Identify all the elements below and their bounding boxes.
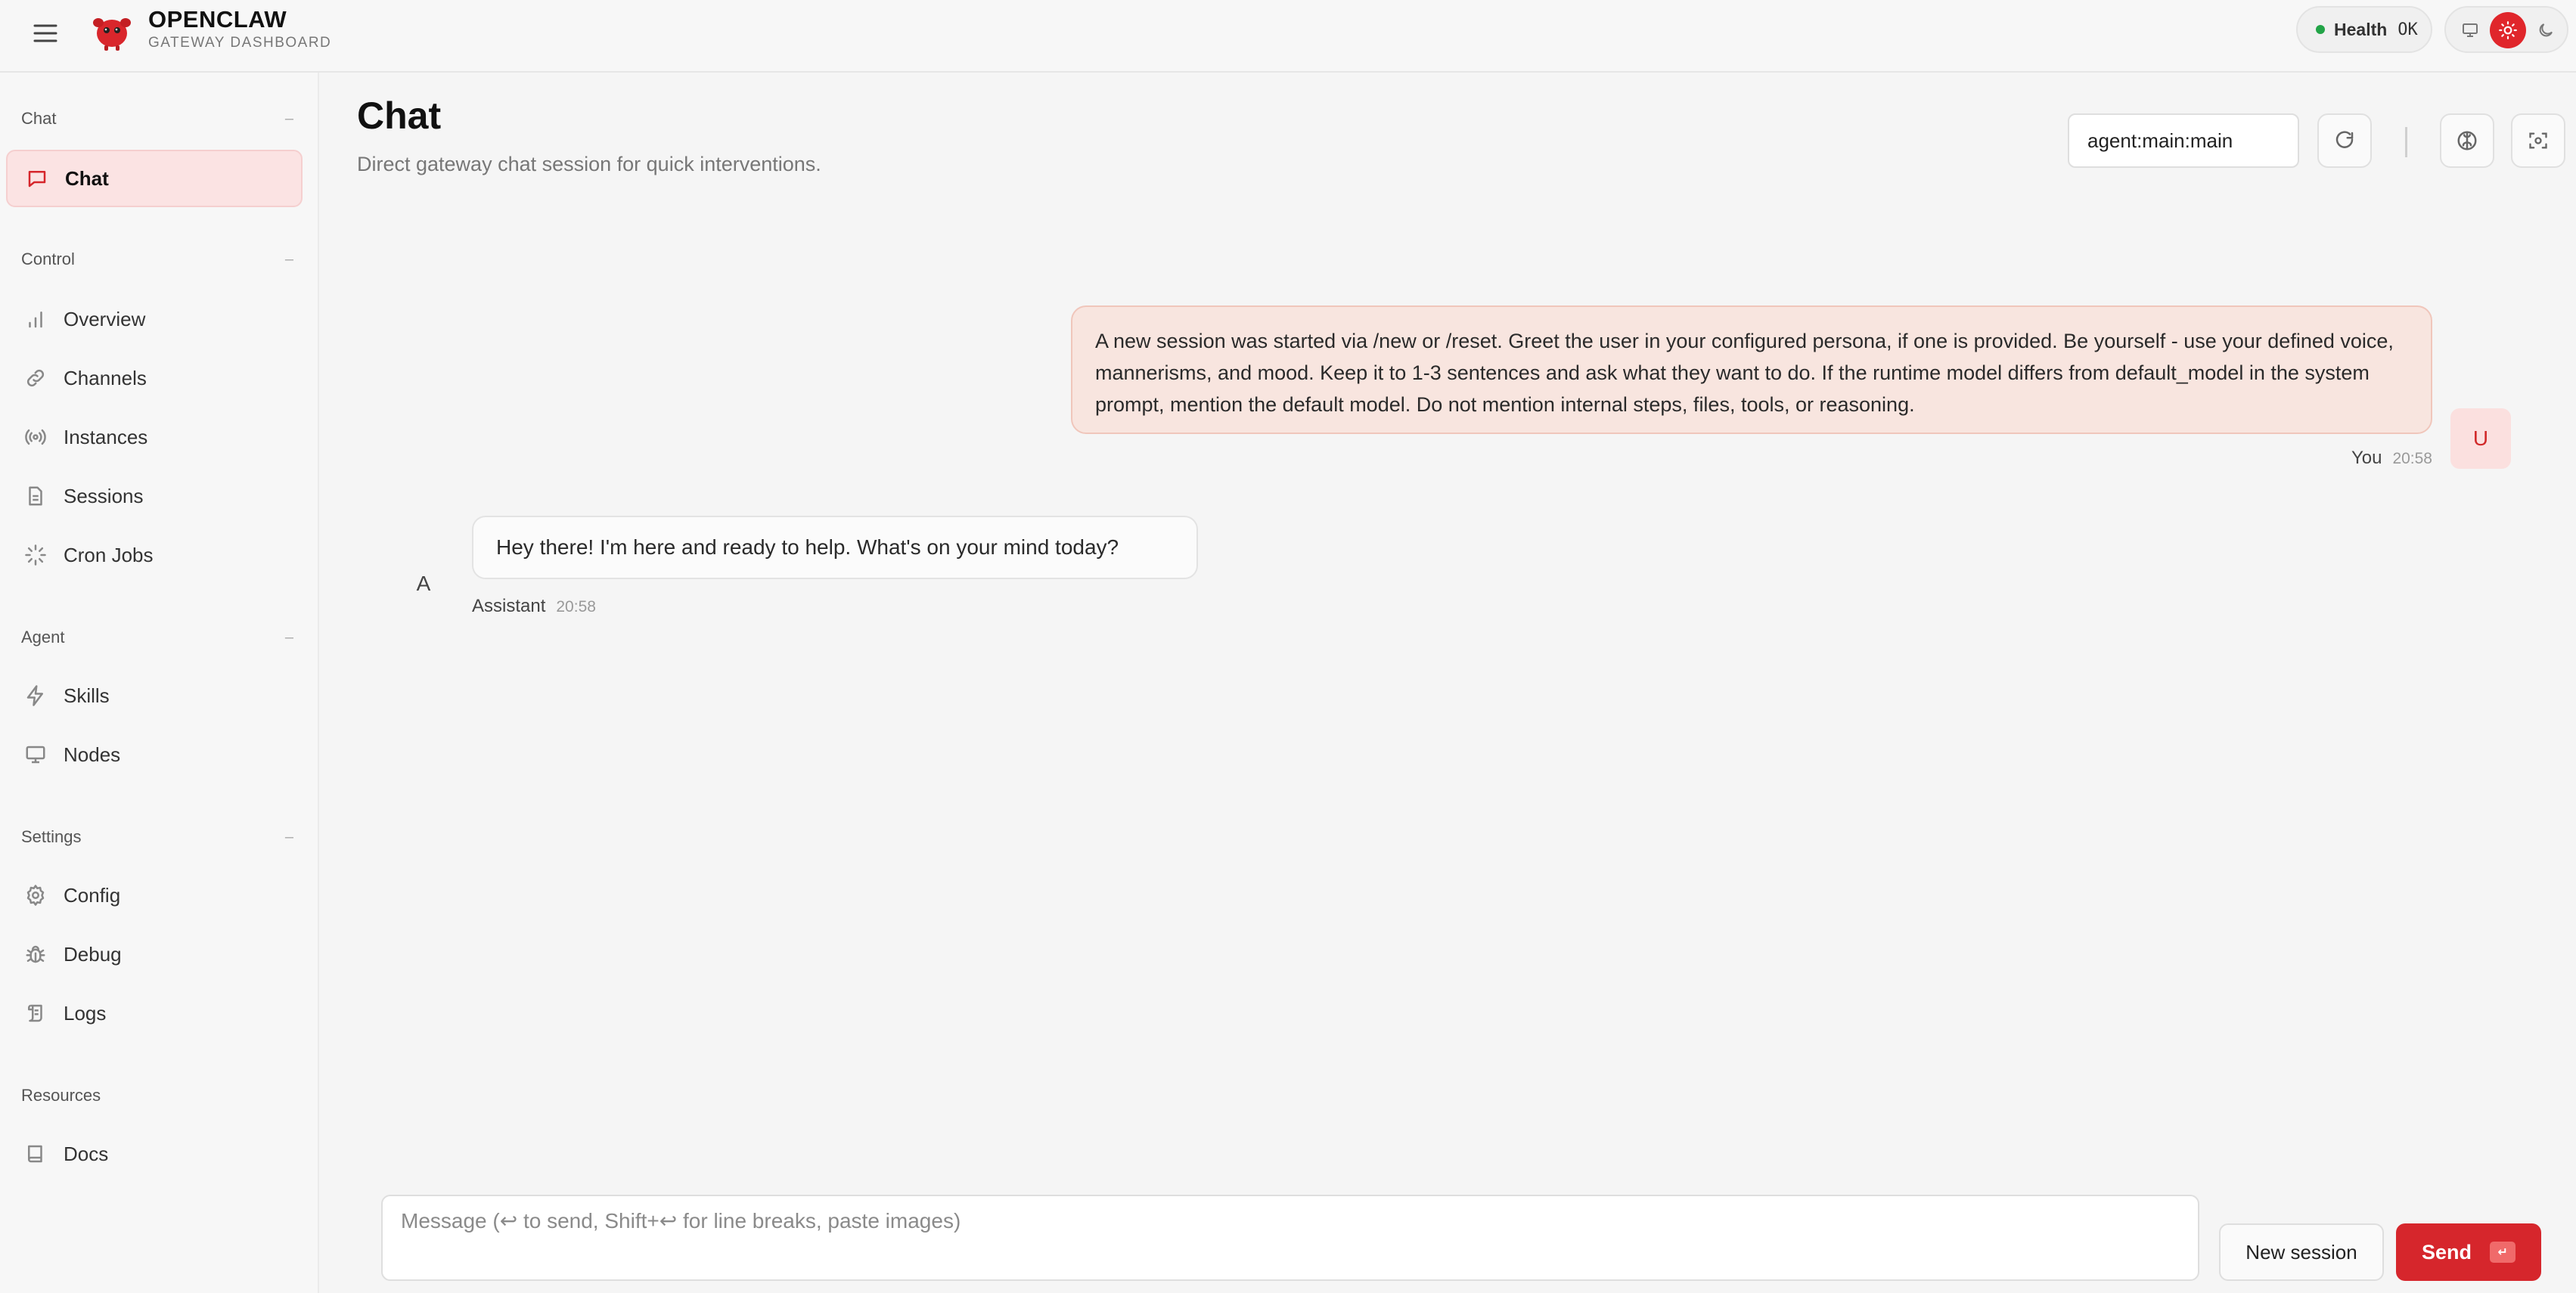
section-title: Agent [21, 628, 65, 646]
sidebar-item-label: Logs [64, 1001, 107, 1025]
brand-name: OPENCLAW [148, 6, 287, 33]
avatar: A [416, 572, 431, 595]
sidebar-item-config[interactable] [6, 867, 303, 924]
user-message-meta [1966, 448, 2432, 469]
sidebar-item-label: Debug [64, 942, 122, 966]
book-icon [24, 1143, 47, 1165]
radio-icon [24, 426, 47, 448]
enter-key-icon: ↵ [2490, 1242, 2515, 1263]
sidebar-item-debug[interactable] [6, 926, 303, 983]
health-label: Health [2334, 19, 2388, 39]
sidebar-item-label: Docs [64, 1142, 109, 1165]
brain-icon [2456, 129, 2478, 152]
sidebar-item-label: Sessions [64, 484, 144, 507]
sidebar-item-label: Skills [64, 684, 110, 707]
message-time: 20:58 [2392, 450, 2432, 467]
sidebar-item-instances[interactable] [6, 408, 303, 466]
page-title: Chat [357, 95, 442, 137]
bar-chart-icon [24, 308, 47, 330]
monitor-icon [2461, 21, 2479, 39]
file-icon [24, 485, 47, 507]
section-title: Settings [21, 827, 82, 846]
section-title: Control [21, 250, 75, 268]
sidebar-item-logs[interactable] [6, 984, 303, 1042]
theme-switcher [2444, 6, 2568, 53]
theme-system-button[interactable] [2452, 12, 2488, 48]
sidebar-section-control[interactable] [21, 247, 293, 272]
send-button[interactable] [2396, 1223, 2541, 1281]
message-sender: You [2351, 448, 2382, 468]
collapse-icon[interactable]: – [284, 250, 293, 268]
theme-light-button[interactable] [2490, 12, 2526, 48]
top-bar [0, 0, 2576, 73]
focus-mode-button[interactable] [2511, 113, 2565, 168]
session-key-field[interactable]: agent:main:main [2068, 113, 2299, 168]
avatar: U [2450, 408, 2511, 469]
message-time: 20:58 [556, 598, 596, 615]
sidebar-item-skills[interactable] [6, 667, 303, 724]
sidebar-item-label: Config [64, 883, 121, 907]
loader-icon [24, 544, 47, 566]
message-input[interactable]: Message (↩ to send, Shift+↩ for line breaks, paste images) [381, 1195, 2199, 1281]
section-title: Resources [21, 1086, 101, 1105]
sidebar-section-settings[interactable] [21, 824, 293, 850]
thinking-toggle-button[interactable] [2440, 113, 2494, 168]
zap-icon [24, 684, 47, 707]
gear-icon [24, 884, 47, 907]
sidebar-item-docs[interactable] [6, 1125, 303, 1183]
collapse-icon[interactable]: – [284, 628, 293, 646]
refresh-icon [2333, 129, 2356, 152]
status-dot-icon [2316, 25, 2325, 34]
send-label: Send [2422, 1240, 2472, 1264]
toolbar-divider [2405, 127, 2407, 157]
sidebar-item-cron-jobs[interactable] [6, 526, 303, 584]
bug-icon [24, 943, 47, 966]
sidebar-item-chat[interactable] [6, 150, 303, 207]
message-icon [26, 167, 48, 190]
focus-icon [2528, 130, 2549, 151]
new-session-button[interactable]: New session [2219, 1223, 2384, 1281]
page-subtitle: Direct gateway chat session for quick interventions. [357, 153, 821, 175]
sidebar-section-agent[interactable] [21, 625, 293, 650]
scroll-icon [24, 1002, 47, 1025]
sun-icon [2498, 20, 2518, 40]
sidebar-item-label: Nodes [64, 743, 121, 766]
moon-icon [2537, 21, 2555, 39]
collapse-icon[interactable]: – [284, 828, 293, 845]
brand-subtitle: GATEWAY DASHBOARD [148, 35, 332, 51]
sidebar [0, 73, 319, 1293]
refresh-button[interactable] [2317, 113, 2372, 168]
monitor-icon [24, 743, 47, 766]
sidebar-section-resources [21, 1083, 293, 1109]
theme-dark-button[interactable] [2528, 12, 2564, 48]
link-icon [24, 367, 47, 389]
sidebar-item-overview[interactable] [6, 290, 303, 348]
sidebar-item-nodes[interactable] [6, 726, 303, 783]
logo-icon [89, 8, 135, 53]
sidebar-item-label: Chat [65, 166, 109, 190]
assistant-message-meta [472, 596, 596, 617]
sidebar-item-channels[interactable] [6, 349, 303, 407]
collapse-icon[interactable]: – [284, 110, 293, 127]
sidebar-item-label: Cron Jobs [64, 543, 154, 566]
user-message: A new session was started via /new or /reset. Greet the user in your configured persona, if one is provided. Be yourself - use your defined voice, mannerisms, and mood. Keep it to 1-3 sentences and ask what they want to do. If the runtime model differs from default_model in the system prompt, mention the default model. Do not mention internal steps, files, tools, or reasoning. [1071, 305, 2432, 434]
sidebar-item-sessions[interactable] [6, 467, 303, 525]
sidebar-item-label: Overview [64, 307, 146, 330]
message-sender: Assistant [472, 596, 546, 616]
health-value: OK [2398, 20, 2418, 39]
sidebar-section-chat[interactable] [21, 106, 293, 132]
section-title: Chat [21, 109, 57, 128]
assistant-message: Hey there! I'm here and ready to help. What's on your mind today? [472, 516, 1198, 579]
sidebar-item-label: Channels [64, 366, 147, 389]
sidebar-item-label: Instances [64, 425, 148, 448]
menu-icon[interactable] [30, 18, 61, 48]
health-status[interactable] [2296, 6, 2432, 53]
